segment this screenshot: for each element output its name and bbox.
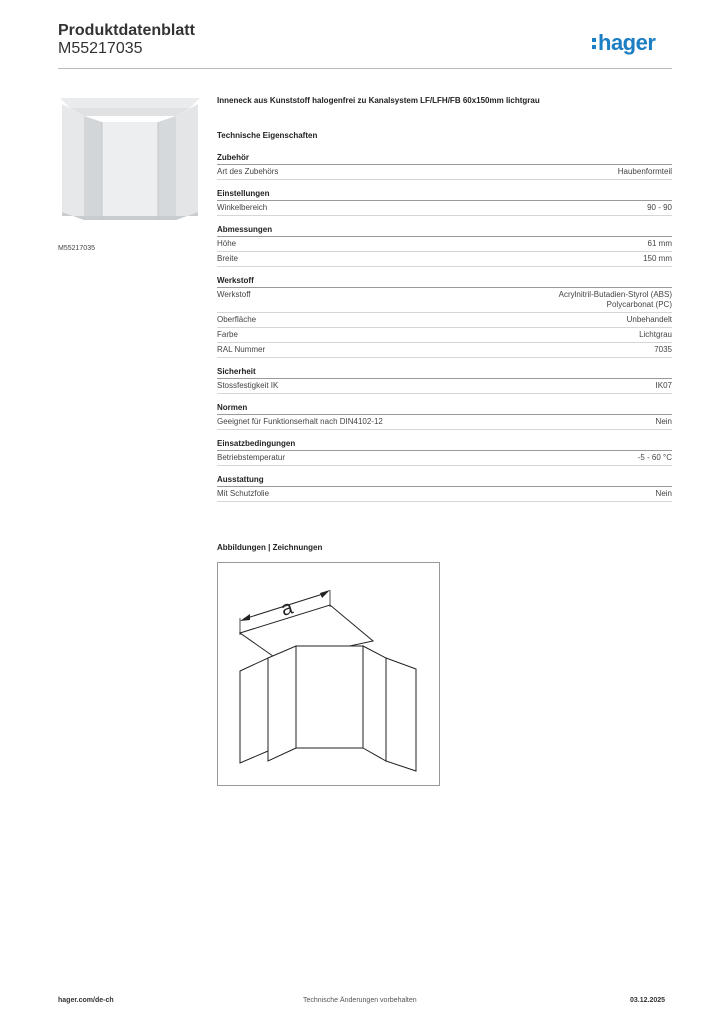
property-row [217,288,672,313]
property-value [627,315,672,325]
page-title: Produktdatenblatt [58,22,195,39]
section-heading: Abmessungen [217,225,672,237]
property-label: Art des Zubehörs [217,167,279,176]
property-section [217,189,672,216]
property-value-line: 7035 [654,345,672,354]
property-section [217,276,672,358]
property-row [217,379,672,394]
property-value [639,330,672,340]
dimension-label: a [278,596,296,621]
property-value [648,239,672,249]
footer-note: Technische Änderungen vorbehalten [303,997,417,1004]
footer-website-link[interactable]: hager.com/de-ch [58,997,114,1004]
property-value [656,489,672,499]
property-value [559,290,672,310]
property-value [643,254,672,264]
product-description: Inneneck aus Kunststoff halogenfrei zu Kanalsystem LF/LFH/FB 60x150mm lichtgrau [217,96,540,105]
property-value-line: 61 mm [647,239,672,248]
property-section [217,439,672,466]
property-label: Höhe [217,239,237,248]
property-row [217,451,672,466]
property-value-line: Nein [655,417,672,426]
property-label: Geeignet für Funktionserhalt nach DIN4102-12 [217,417,383,426]
property-row [217,415,672,430]
property-value-line: Acrylnitril-Butadien-Styrol (ABS) [558,290,672,299]
properties-table [217,153,672,511]
property-label: Betriebstemperatur [217,453,286,462]
property-label: Breite [217,254,238,263]
property-value [647,203,672,213]
logo-colon-icon [592,38,596,49]
hager-logo[interactable] [592,30,655,56]
product-number: M55217035 [58,40,143,57]
image-caption: M55217035 [58,245,95,252]
section-heading: Normen [217,403,672,415]
section-heading: Einstellungen [217,189,672,201]
figures-title: Abbildungen | Zeichnungen [217,543,323,552]
product-image [58,94,202,224]
footer-date: 03.12.2025 [630,997,666,1004]
property-value [654,345,672,355]
property-value-line: Unbehandelt [626,315,672,324]
property-label: Farbe [217,330,238,339]
property-value [618,167,672,177]
property-section [217,403,672,430]
property-value-line: Polycarbonat (PC) [606,300,672,309]
property-section [217,153,672,180]
property-row [217,487,672,502]
header-divider [58,68,672,69]
property-value-line: Nein [655,489,672,498]
logo-text: hager [598,30,656,55]
property-label: Oberfläche [217,315,257,324]
property-value-line: Lichtgrau [639,330,672,339]
property-label: Winkelbereich [217,203,268,212]
property-section [217,367,672,394]
technical-drawing [217,562,440,786]
section-heading: Sicherheit [217,367,672,379]
property-value-line: 150 mm [643,254,672,263]
property-value-line: -5 - 60 °C [637,453,672,462]
property-row [217,165,672,180]
property-row [217,252,672,267]
section-heading: Einsatzbedingungen [217,439,672,451]
section-heading: Werkstoff [217,276,672,288]
property-row [217,313,672,328]
property-label: RAL Nummer [217,345,266,354]
property-row [217,201,672,216]
tech-properties-title: Technische Eigenschaften [217,131,318,140]
section-heading: Zubehör [217,153,672,165]
property-section [217,225,672,267]
property-value [638,453,672,463]
property-row [217,237,672,252]
property-row [217,343,672,358]
property-label: Werkstoff [217,290,251,299]
section-heading: Ausstattung [217,475,672,487]
property-value [656,417,672,427]
property-value-line: 90 - 90 [647,203,672,212]
property-row [217,328,672,343]
property-value [656,381,672,391]
property-label: Mit Schutzfolie [217,489,270,498]
property-section [217,475,672,502]
property-label: Stossfestigkeit IK [217,381,279,390]
property-value-line: Haubenformteil [617,167,672,176]
property-value-line: IK07 [655,381,672,390]
